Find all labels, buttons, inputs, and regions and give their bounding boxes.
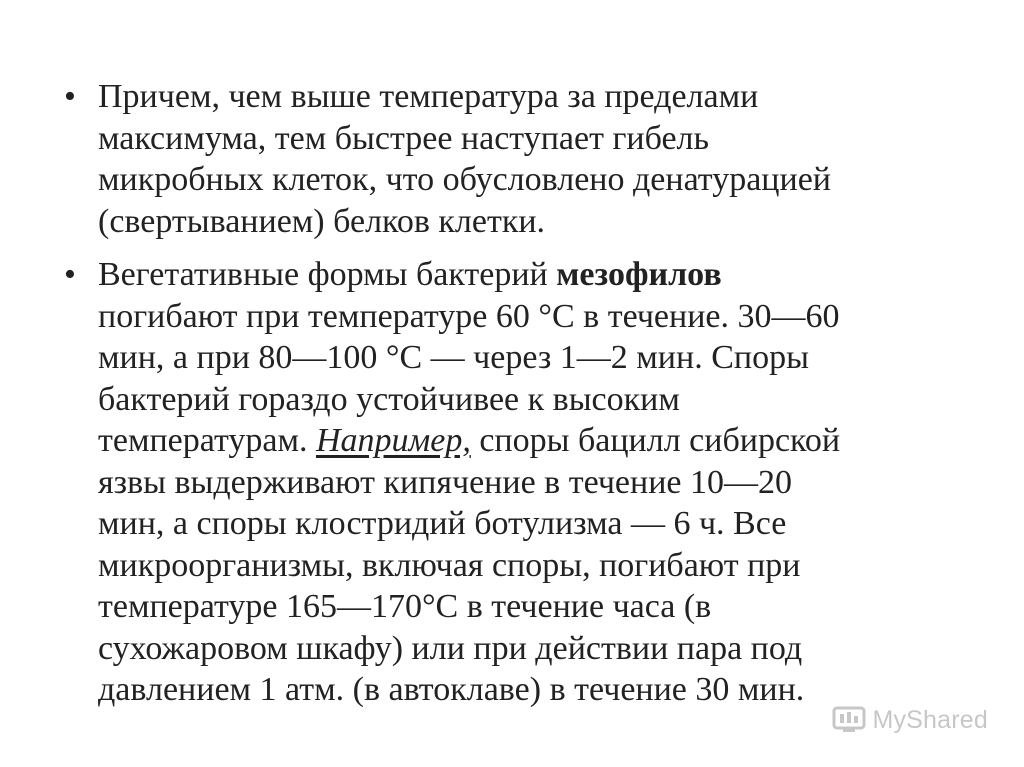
text-line: погибают при температуре 60 °С в течение. 30—60 <box>98 297 840 335</box>
text-line: мин, а споры клостридий ботулизма — 6 ч. Все <box>98 505 787 542</box>
text-segment: температурам. <box>98 422 316 459</box>
text-line: максимума, тем быстрее наступает гибель <box>98 119 710 157</box>
text-line: микроорганизмы, включая споры, погибают при <box>98 546 801 584</box>
text-line: сухожаровом шкафу) или при действии пара под <box>98 629 803 667</box>
text-line <box>98 420 960 462</box>
bullet-item-temperature <box>60 76 960 242</box>
text-segment: Вегетативные формы бактерий <box>98 256 557 293</box>
example-link[interactable]: Например, <box>315 422 471 459</box>
bullet-list <box>60 76 960 723</box>
bold-term: мезофилов <box>556 256 722 293</box>
bullet-item-mesophiles <box>60 254 960 711</box>
text-line: бактерий гораздо устойчивее к высоким <box>98 380 680 418</box>
text-line: (свертыванием) белков клетки. <box>98 202 546 240</box>
watermark-text: MyShared <box>872 705 988 734</box>
text-segment: споры бацилл сибирской <box>470 422 841 459</box>
myshared-logo-icon <box>832 705 866 735</box>
text-line: Причем, чем выше температура за пределами <box>98 78 759 115</box>
text-line: язвы выдерживают кипячение в течение 10—20 <box>98 463 792 501</box>
bullet-dot: • <box>64 78 76 115</box>
text-line: давлением 1 атм. (в автоклаве) в течение 30 мин. <box>98 671 805 708</box>
text-line: температуре 165—170°С в течение часа (в <box>98 588 712 625</box>
text-line: мин, а при 80—100 °С — через 1—2 мин. Споры <box>98 339 809 376</box>
bullet-dot: • <box>64 256 76 293</box>
text-line <box>98 254 960 296</box>
myshared-watermark[interactable] <box>832 705 988 735</box>
text-line: микробных клеток, что обусловлено денатурацией <box>98 161 831 198</box>
